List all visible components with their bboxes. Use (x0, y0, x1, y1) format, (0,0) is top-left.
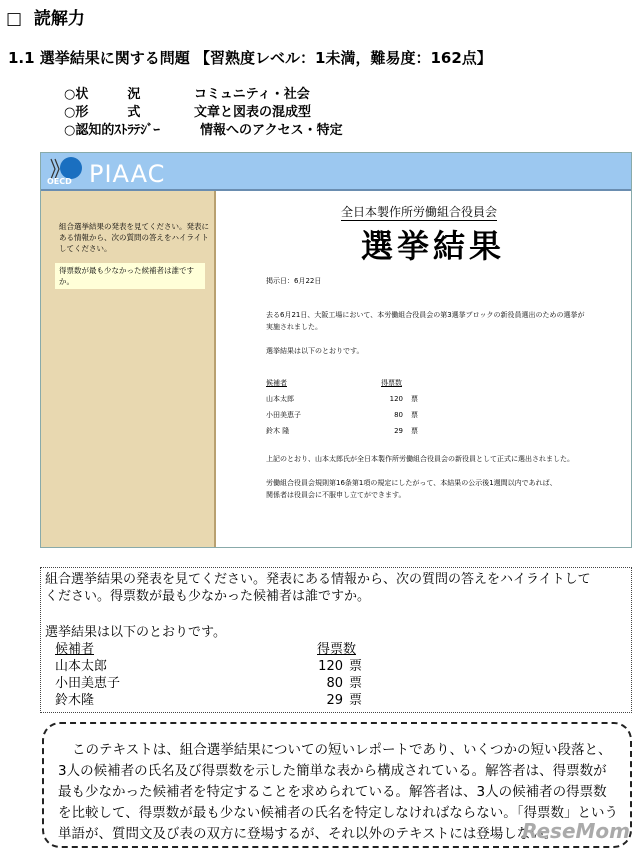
instruction-text: 組合選挙結果の発表を見てください。発表にある情報から、次の質問の答えをハイライトしてください。 (59, 222, 209, 253)
vote-unit: 票 (411, 395, 418, 403)
attribute-format (64, 101, 311, 120)
attr-value: 文章と図表の混成型 (194, 105, 312, 120)
vote-unit: 票 (349, 693, 363, 708)
transcript-line: 組合選挙結果の発表を見てください。発表にある情報から、次の質問の答えをハイライトして (45, 572, 591, 587)
doc-paragraph[interactable]: 関係者は役員会に不服申し立てができます。 (266, 491, 406, 499)
candidate-name[interactable]: 小田美恵子 (266, 411, 301, 419)
candidate-name[interactable]: 山本太郎 (266, 395, 294, 403)
attr-value: コミュニティ・社会 (194, 87, 310, 102)
oecd-logo (47, 155, 87, 193)
attr-label: ○形 式 (64, 105, 141, 120)
vote-count[interactable]: 80 (394, 411, 403, 419)
post-date[interactable]: 掲示日：6月22日 (266, 277, 322, 285)
resemom-watermark: ReseMom (522, 819, 630, 843)
checkbox-icon: □ (6, 9, 23, 29)
col-votes[interactable]: 得票数 (381, 379, 402, 387)
attr-value: 情報へのアクセス・特定 (200, 123, 343, 138)
vote-count[interactable]: 29 (394, 427, 403, 435)
subsection-title: 1.1 選挙結果に関する問題 【習熟度レベル：1未満，難易度：162点】 (8, 49, 492, 67)
col-votes: 得票数 (317, 642, 357, 657)
section-title (6, 4, 85, 29)
vote-count: 29 (326, 693, 343, 708)
section-title-text: 読解力 (33, 9, 85, 29)
candidate-name[interactable]: 鈴木 隆 (266, 427, 290, 435)
attr-label: ○状 況 (64, 87, 141, 102)
transcript-line: ください。得票数が最も少なかった候補者は誰ですか。 (45, 589, 371, 604)
vote-count: 80 (326, 676, 343, 691)
transcript-box (40, 567, 632, 713)
doc-paragraph[interactable]: 労働組合役員会規則第16条第1項の規定にしたがって、本結果の公示後1週間以内であれば、 (266, 479, 557, 487)
vote-count: 120 (318, 659, 343, 674)
task-screenshot (40, 152, 632, 548)
vote-unit: 票 (411, 427, 418, 435)
col-candidate: 候補者 (55, 642, 95, 657)
vote-unit: 票 (411, 411, 418, 419)
doc-paragraph[interactable]: 実施されました。 (266, 323, 322, 331)
organization-name: 全日本製作所労働組合役員会 (341, 205, 498, 219)
doc-paragraph[interactable]: 去る6月21日、大阪工場において、本労働組合役員会の第3選挙ブロックの新役員選出のための選挙が (266, 311, 585, 319)
doc-paragraph[interactable]: 選挙結果は以下のとおりです。 (266, 347, 364, 355)
description-text: このテキストは、組合選挙結果についての短いレポートであり、いくつかの短い段落と、3人の候補者の氏名及び得票数を示した簡単な表から構成されている。解答者は、得票数が最も少なかった候補者を特定することを求められている。解答者は、3人の候補者の得票数を比較して、得票数が最も少ない候補者の氏名を特定しなければならない。「得票数」という単語が、質問文及び表の双方に登場するが、それ以外のテキストには登場しない。 (58, 742, 618, 842)
doc-heading: 選挙結果 (361, 227, 506, 265)
vote-unit: 票 (349, 676, 363, 691)
doc-paragraph[interactable]: 上記のとおり、山本太郎氏が全日本製作所労働組合役員会の新役員として正式に選出されました。 (266, 455, 574, 463)
vote-unit: 票 (349, 659, 363, 674)
attr-label: ○認知的ｽﾄﾗﾃｼﾞｰ (64, 123, 160, 138)
question-panel (41, 191, 216, 547)
question-text: 得票数が最も少なかった候補者は誰ですか。 (55, 263, 205, 289)
candidate-name: 山本太郎 (55, 659, 108, 674)
oecd-text: OECD (47, 177, 72, 186)
piaac-header (41, 153, 631, 191)
candidate-name: 小田美恵子 (55, 676, 121, 691)
attribute-context (64, 83, 310, 102)
transcript-line: 選挙結果は以下のとおりです。 (45, 625, 226, 640)
piaac-logo-text: PIAAC (89, 160, 166, 188)
vote-count[interactable]: 120 (389, 395, 403, 403)
col-candidate[interactable]: 候補者 (266, 379, 287, 387)
candidate-name: 鈴木隆 (55, 693, 95, 708)
attribute-strategy (64, 119, 343, 138)
